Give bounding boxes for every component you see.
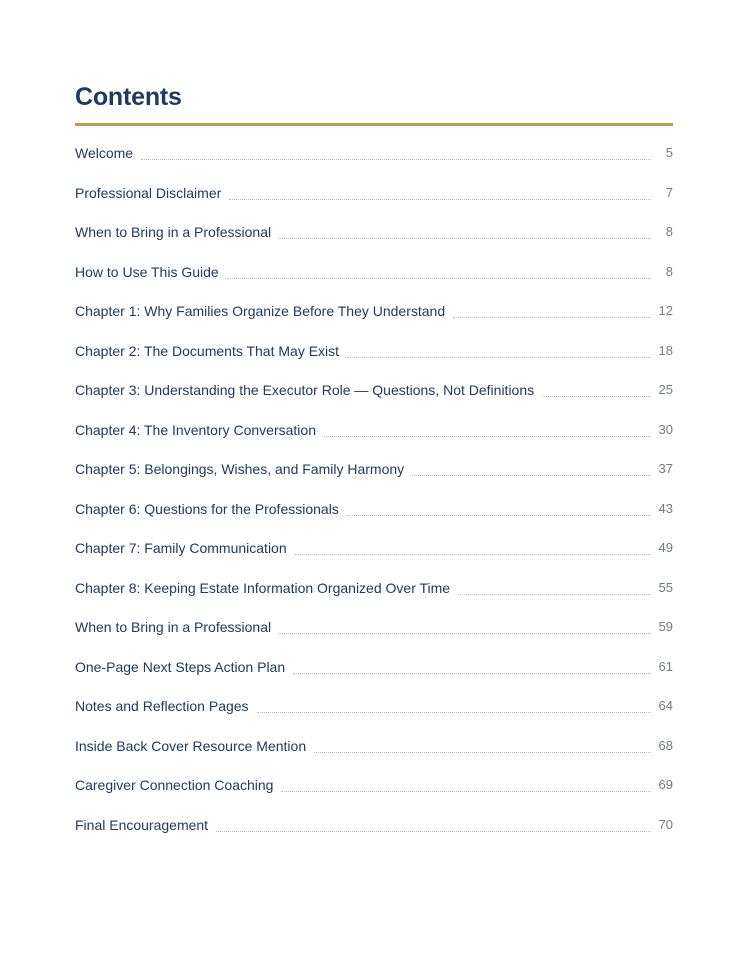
dot-leader <box>279 237 651 239</box>
toc-entry[interactable] <box>75 243 673 283</box>
toc-entry[interactable] <box>75 717 673 757</box>
dot-leader <box>347 514 651 516</box>
toc-entry-title[interactable]: Inside Back Cover Resource Mention <box>75 737 307 754</box>
dot-leader <box>453 316 650 318</box>
dot-leader <box>216 830 650 832</box>
dot-leader <box>141 158 651 160</box>
table-of-contents <box>75 138 673 836</box>
dot-leader <box>412 474 650 476</box>
toc-entry-title[interactable]: Chapter 3: Understanding the Executor Role — Questions, Not Definitions <box>75 382 535 398</box>
toc-page-number[interactable]: 49 <box>658 540 673 555</box>
toc-page-number[interactable]: 43 <box>658 500 673 516</box>
toc-page-number[interactable]: 18 <box>658 342 673 358</box>
toc-entry-title[interactable]: How to Use This Guide <box>75 263 219 280</box>
toc-entry-title[interactable]: Chapter 4: The Inventory Conversation <box>75 421 316 438</box>
toc-entry[interactable] <box>75 401 673 441</box>
toc-page-number[interactable]: 12 <box>658 303 673 318</box>
toc-entry[interactable] <box>75 559 673 599</box>
toc-entry-title[interactable]: Welcome <box>75 145 134 161</box>
dot-leader <box>281 790 650 792</box>
toc-entry[interactable] <box>75 520 673 560</box>
toc-entry[interactable] <box>75 599 673 639</box>
toc-entry[interactable] <box>75 204 673 244</box>
toc-entry-title[interactable]: Chapter 6: Questions for the Professionals <box>75 500 339 517</box>
dot-leader <box>227 277 651 279</box>
toc-page-number[interactable]: 30 <box>658 421 673 437</box>
toc-entry-title[interactable]: Notes and Reflection Pages <box>75 698 249 714</box>
dot-leader <box>458 593 650 595</box>
toc-entry-title[interactable]: One-Page Next Steps Action Plan <box>75 658 286 675</box>
heading-divider <box>75 123 673 126</box>
dot-leader <box>542 395 650 397</box>
toc-entry[interactable] <box>75 441 673 481</box>
toc-page-number[interactable]: 55 <box>658 579 673 595</box>
toc-page-number[interactable]: 68 <box>658 737 673 753</box>
toc-entry[interactable] <box>75 362 673 402</box>
dot-leader <box>324 435 651 437</box>
toc-entry-title[interactable]: Final Encouragement <box>75 816 209 833</box>
dot-leader <box>279 632 650 634</box>
toc-entry[interactable] <box>75 796 673 836</box>
toc-entry[interactable] <box>75 480 673 520</box>
toc-entry[interactable] <box>75 678 673 718</box>
toc-page-number[interactable]: 8 <box>665 263 673 279</box>
toc-page-number[interactable]: 8 <box>665 224 673 239</box>
dot-leader <box>257 711 651 713</box>
dot-leader <box>229 198 651 200</box>
dot-leader <box>314 751 650 753</box>
toc-page-number[interactable]: 5 <box>665 145 673 160</box>
toc-page-number[interactable]: 37 <box>658 461 673 476</box>
toc-page-number[interactable]: 7 <box>665 184 673 200</box>
contents-page <box>75 80 673 836</box>
toc-page-number[interactable]: 70 <box>658 816 673 832</box>
toc-entry[interactable] <box>75 283 673 323</box>
toc-entry-title[interactable]: Professional Disclaimer <box>75 184 222 201</box>
toc-entry-title[interactable]: Chapter 8: Keeping Estate Information Organized Over Time <box>75 579 451 596</box>
toc-entry[interactable] <box>75 164 673 204</box>
toc-entry-title[interactable]: Chapter 2: The Documents That May Exist <box>75 342 340 359</box>
toc-entry-title[interactable]: Chapter 1: Why Families Organize Before They Understand <box>75 303 446 319</box>
contents-heading: Contents <box>75 83 182 111</box>
toc-entry[interactable] <box>75 638 673 678</box>
toc-page-number[interactable]: 69 <box>658 777 673 792</box>
toc-entry[interactable] <box>75 138 673 164</box>
toc-page-number[interactable]: 25 <box>658 382 673 397</box>
toc-entry-title[interactable]: When to Bring in a Professional <box>75 224 272 240</box>
toc-entry-title[interactable]: Chapter 5: Belongings, Wishes, and Family Harmony <box>75 461 405 477</box>
toc-entry-title[interactable]: Caregiver Connection Coaching <box>75 777 274 793</box>
dot-leader <box>295 553 651 555</box>
dot-leader <box>293 672 650 674</box>
dot-leader <box>347 356 650 358</box>
toc-page-number[interactable]: 64 <box>658 698 673 713</box>
toc-page-number[interactable]: 59 <box>658 619 673 634</box>
toc-entry[interactable] <box>75 757 673 797</box>
toc-page-number[interactable]: 61 <box>658 658 673 674</box>
toc-entry-title[interactable]: When to Bring in a Professional <box>75 619 272 635</box>
toc-entry-title[interactable]: Chapter 7: Family Communication <box>75 540 287 556</box>
toc-entry[interactable] <box>75 322 673 362</box>
